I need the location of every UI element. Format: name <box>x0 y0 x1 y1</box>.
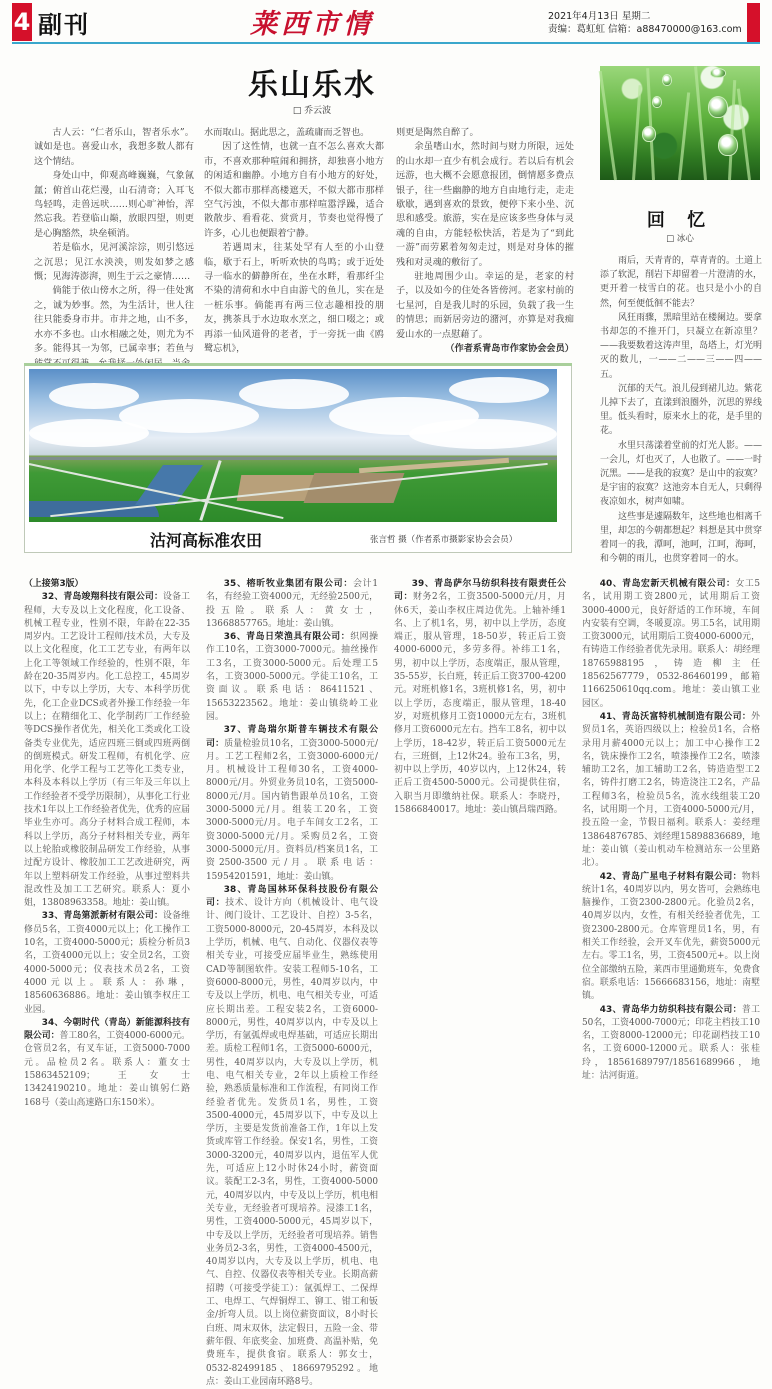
job-listing <box>24 591 190 910</box>
paragraph: 风狂雨骤，黑暗里站在楼阑边。要拿书却怎的不推开门，只凝立在新凉里？——我要数着这涛声里，岛塔上，灯光明灭的数儿，一——二——三——四——五。 <box>600 312 763 380</box>
listing-body: 会计1名，有经验工资4000元，无经验2500元，投五险。联系人：黄女士，13668857765。地址：姜山镇。 <box>206 579 378 629</box>
section-title: 副刊 <box>38 11 90 39</box>
paragraph: 则更是陶然自醉了。 <box>396 127 479 138</box>
job-listing <box>582 578 760 711</box>
paragraph: 水而取山。据此思之，盖疏庸而乏智也。 <box>204 127 370 138</box>
listing-body: 物料统计1名，40周岁以内，男女皆可，会熟练电脑操作，工资2300-2800元。化验员2名，40周岁以内，女性，有相关经验者优先，工资2300-2800元。仓库管理员1名，男，有相关工作经验，会开叉车优先，薪资5000元左右。零工1名，男，工资4500元+。以上岗位全部缴纳五险，莱西市里通勤班车，免费食宿。联系电话：15666683156，地址：南墅镇。 <box>582 871 760 1002</box>
article-sidebar-column <box>600 254 763 565</box>
company-name: 33、青岛第派新材有限公司： <box>41 911 164 922</box>
header-rule <box>12 42 760 44</box>
farmland-panorama-photo <box>29 369 557 522</box>
company-name: 35、榕昕牧业集团有限公司： <box>223 579 353 589</box>
job-listing <box>582 871 760 1004</box>
paragraph: 若遇周末，往某处罕有人至的小山登临，歇于石上，听听欢快的鸟鸣；或于近处寻一临水的僻静所在，坐在水畔，看那纤尘不染的清荷和水中自由游弋的鱼儿，实在是一桩乐事。倘能再有两三位志趣相投的朋友，携茶具于水边取水烹之，细口啜之；或再添一仙风道骨的老者，于一旁抚一曲《鸥鹭忘机》， <box>204 242 384 355</box>
paragraph: 这些事是遽隔数年，这些地也相离千里，却怎的今朝都想起？料想是其中贯穿着同一的我，潭呵，池呵，江呵，海呵，和今朝的雨儿，也贯穿着同一的水。 <box>600 511 763 565</box>
paragraph: 古人云：“仁者乐山，智者乐水”。诚如是也。喜爱山水，我想多数人都有这个情结。 <box>34 127 194 167</box>
photo-credit: 张言哲 摄（作者系市摄影家协会会员） <box>370 535 518 545</box>
listing-body: 设备工程师，大专及以上文化程度，化工设备、机械工程专业，性别不限，年龄在22-35周岁内。工艺设计工程师/技术员，大专及以上文化程度，化工工艺专业，有两年以上化工等领域工作经验的，性别不限，年龄在20-35周岁内。化工总控工，45周岁以下，中专以上学历，大专、本科学历优先，化工企业DCS或者外操工作经验一年以上；在精细化工、化学制药厂工作经验等DCS操作者优先，相关化工类或化工设备类专业优先，适应四班三倒或四班两倒的倒班模式。研发工程师，有机化学、应用化学、化学工程与工艺等化工类专业，本科及本科以上学历（有三年及三年以上工作经验者不受学历限制），从事化工行业技术1年以上工作经验者优先，优秀的应届毕业生亦可。高分子材料合成工程师，本科以上学历，高分子材料相关专业，两年以上轮胎或橡胶制品研发工作经验，从事过配方设计、橡胶加工工艺改进研究，两年以上塑料研发工作经验，从事过塑料共混改性及加工工艺研究。联系人：夏小姐，13808963358。地址：姜山镇。 <box>24 592 191 909</box>
listing-body: 织网操作工10名，工资3000-7000元。抽丝操作工3名，工资3000-5000元。后处理工5名，工资3000-5000元。学徒工10名，工资面议。联系电话：86411521、15653223562。地址：姜山镇绕岭工业园。 <box>206 632 378 722</box>
issue-date: 2021年4月13日 星期二 <box>548 11 651 22</box>
continued-label: （上接第3版） <box>24 579 84 589</box>
paragraph: 水里只荡漾着堂前的灯光人影。——一会儿，灯也灭了，人也散了。——一时沉黑。——是我的寂寞？是山中的寂寞？是宇宙的寂寞？这池旁本自无人，只剩得夜凉如水，树声如啸。 <box>600 440 763 508</box>
company-name: 43、青岛华力纺织科技有限公司： <box>599 1004 742 1015</box>
page-number: 4 <box>12 3 32 41</box>
dateline <box>548 10 742 36</box>
photo-caption: 沽河高标准农田 <box>150 531 263 550</box>
listing-body: 财务2名，工资3500-5000元/月，月休6天，姜山李权庄周边优先。上轴补缍1名、上了机1名，男，初中以上学历，态度端正，服从管理，18-50岁，转正后工资4000-6000元，多劳多得。补纬工1名，男，初中以上学历，态度端正，服从管理，35-55岁，长白班，转正后工资3700-4200元。对班机修1名，3班机修1名，男，初中以上学历，态度端正，服从管理，18-40岁，对班机修月工资10000元左右，3班机修月工资6000元左右。挡车工8名，初中以上学历，18-42岁，转正后工资5000元左右，三班倒，上12休24。验布工3名，男，初中以上学历，40岁以内，上12休24，转正后工资4500-5000元。公司提供住宿，入职当月即缴纳社保。联系人：李晓丹，15866840017。地址：姜山镇昌瑞西路。 <box>394 592 567 816</box>
article-column-3 <box>396 126 574 355</box>
article-byline: □ 乔云波 <box>292 106 332 116</box>
article-column-1 <box>34 126 194 355</box>
company-name: 34、今朝时代（青岛）新能源科技有限公司： <box>24 1017 190 1042</box>
paragraph: 余虽嗜山水，然时间与财力所限，远处的山水却一直少有机会成行。若以后有机会远游，也大概不会愿意报团，倒情愿多费点银子，往一些幽静的地方自由地行走，走走歇歇，遇到喜欢的景致，便停下来小坐、沉思和感受。旅游，实在是应该多些身体与灵魂的自由，方能轻松快活，若是为了“到此一游”而劳累着匆匆走过，则是对身体的摧残和对灵魂的敷衍了。 <box>396 141 574 268</box>
continued-note <box>24 578 190 591</box>
listing-body: 设备维修员5名，工资4000元以上；化工操作工10名，工资4000-5000元；质检分析员3名，工资4000元以上；安全员2名，工资4000-5000元；仪表技术员2名，工资4000元以上。联系人：孙琳，18560636886。地址：姜山镇李权庄工业园。 <box>24 911 191 1015</box>
company-name: 41、青岛沃富特机械制造有限公司： <box>599 711 752 722</box>
job-listing <box>206 724 378 884</box>
dewdrop-grass-photo <box>600 66 760 180</box>
listing-body: 普工80名，工资4000-6000元。仓管员2名，有叉车证，工资5000-7000元。品检员2名。联系人：董女士15863452109；王女士13424190210。地址：姜山镇躬仁路168号（姜山高速路口东150米）。 <box>24 1031 191 1108</box>
job-listing <box>582 1004 760 1084</box>
company-name: 42、青岛广星电子材料有限公司： <box>599 871 742 882</box>
paragraph: 驻地周围少山。幸运的是，老家的村子，以及如今的住处各皆傍河。老家村前的七星河，自是我儿时的乐园，负载了我一生的情思；而新居旁边的潴河，亦算是对我痴爱山水的一点慰藉了。 <box>396 271 574 340</box>
job-listing <box>206 578 378 631</box>
classified-column-3 <box>394 578 566 1102</box>
classified-column-2 <box>206 578 379 1387</box>
company-name: 36、青岛日荣渔具有限公司： <box>223 632 351 643</box>
article-byline: □ 冰心 <box>666 234 694 244</box>
job-listing <box>206 884 378 1389</box>
masthead-logo: 莱西市情 <box>250 9 374 40</box>
company-name: 37、青岛瑞尔斯普车辆技术有限公司： <box>206 725 378 749</box>
company-name: 40、青岛宏新天机械有限公司： <box>599 579 736 589</box>
article-title: 乐山乐水 <box>248 68 376 103</box>
listing-body: 技术、设计方向（机械设计、电气设计、阀门设计、工艺设计、自控）3-5名，工资5000-8000元，20-45周岁，本科及以上学历，机械、电气、自动化、仪器仪表等相关专业，可接受应届毕业生，熟练使用CAD等制图软件。安装工程师5-10名，工资6000-8000元，男性，40周岁以内，中专及以上学历，机电、电气相关专业，可适应长期出差。工程安装2名，工资6000-8000元，男性，40周岁以内，中专及以上学历，有氩弧焊或电焊基础，可适应长期出差。质检工程师1名，工资5000-6000元，男性，40周岁以内，大专及以上学历，机电、电气相关专业，2年以上质检工作经验，熟悉质量标准和工作流程，有同岗工作经验者优先。发货员1名，男性，工资3500-4000元，45周岁以下，中专及以上学历，主要是发货前准备工作，1年以上发货或库管工作经验。保安1名，男性，工资3000-3200元，40周岁以内，退伍军人优先，可适应上12小时休24小时，薪资面议。装配工2-3名，男性，工资4000-5000元，40周岁以内，中专及以上学历，机电相关专业，无经验者可现培养。浸漆工1名，男性，工资4000-5000元，45周岁以下，中专及以上学历，无经验者可现培养。销售业务员2-3名，男性，工资4000-4500元，40周岁以内，大专及以上学历，机电、电气、自控、仪器仪表等相关专业。长期高薪招聘（可接受学徒工）：氩弧焊工、二保焊工、电焊工、气焊铜焊工、铆工、钳工和钣金/折弯人员。以上岗位薪资面议，8小时长白班、周末双休，法定假日，五险一金、带薪年假、年底奖金、加班费、高温补贴，免费班车，提供食宿。联系人：郭女士，0532-82499185、18669795292。地点：姜山工业园南环路8号。 <box>206 898 379 1387</box>
listing-body: 外贸员1名，英语四级以上；检验员1名，合格录用月薪4000元以上；加工中心操作工2名，铣床操作工2名，喷漆操作工2名，喷漆辅助工2名，加工辅助工2名，铸造造型工2名，铸件打磨工2名，铸造浇注工2名，产品工程师3名，检验员5名，流水线组装工20名，试用期一个月，工资4000-5000元/月，投五险一金，节假日福利。联系人：姜经理13864876785、刘经理15898836689，地址：姜山镇（姜山机动车检测站东一公里路北）。 <box>582 711 760 869</box>
paragraph: 雨后，天青青的，草青青的。土道上添了软泥，削岩下却留着一片澄清的水，更开着一枝雪白的花。也只是小小的自然，何至便低徊不能去？ <box>600 256 763 309</box>
paragraph: 若是临水，见河溪淙淙，则引悠远之沉思；见江水泱泱，则发如梦之感慨；见海涛澎湃，则生于云之豪情…… <box>34 242 194 283</box>
job-listing <box>394 578 566 817</box>
company-name: 32、青岛竣翔科技有限公司： <box>41 592 164 603</box>
job-listing <box>206 631 378 724</box>
article-column-2 <box>204 126 384 355</box>
classified-column-1 <box>24 578 191 1108</box>
paragraph: 因了这性情，也就一直不怎么喜欢大都市，不喜欢那种喧闹和拥挤，却独喜小地方的闲适和幽静。小地方自有小地方的好处，不似大都市那样高楼遮天，不似大都市那样空气污浊，不似大都市那样喧嚣浮躁，适合散散步、看看花、赏赏月，节奏也觉得慢了许多，心儿也便跟着宁静。 <box>204 141 384 239</box>
editor-contact: 责编：葛虹虹 信箱：a88470000@163.com <box>548 24 742 35</box>
listing-body: 女工5名，试用期工资2800元，试用期后工资3000-4000元，良好舒适的工作环境，车间内安装有空调，冬暖夏凉。男工5名，试用期工资3000元，试用期后工资4000-6000元，有铸造工作经验者优先录用。联系人：胡经理18765988195，铸造柳主任18562567779，0532-86460199，邮箱1166250610qq.com。地址：姜山镇工业园区。 <box>582 579 760 709</box>
paragraph: 倘能于依山傍水之所，得一佳处寓之，诚为妙事。然，为生活计，世人往往只能委身市井。市井之地，山不多，水亦不多也。山水相融之处，则尤为不多。能得其一为邻，已属幸事；若鱼与 <box>34 285 194 355</box>
job-listing <box>582 711 760 871</box>
company-name: 38、青岛国林环保科技股份有限公司： <box>206 884 378 909</box>
listing-body: 质量检验员10名，工资3000-5000元/月。工艺工程师2名，工资3000-6000元/月。机械设计工程师30名，工资4000-8000元/月。外贸业务员10名，工资5000-8000元/月。国内销售跟单员10名，工资3000-5000元/月。组装工20名，工资3000-5000元/月。电子车间女工2名，工资3000-5000元/月。采购员2名，工资3000-5000元/月。资料员/档案员1名，工资2500-3500元/月。联系电话：15954201591，地址：姜山镇。 <box>206 738 378 882</box>
author-note: （作者系青岛市作家协会会员） <box>445 343 574 355</box>
paragraph: 沉郁的天气。浪儿侵到裙儿边。紫花儿掉下去了，直漾到浪圈外，沉思的界线里。低头看时，原来水上的花，是手里的花。 <box>600 383 763 437</box>
paragraph: 身处山中，仰观高峰巍巍，气象氤氲；俯首山花烂漫，山石清奇；入耳飞鸟轻鸣，走兽远吠……则心旷神怡，浑然忘我。若登临山巅，放眼四望，则更是心胸豁然，块垒顿消。 <box>34 170 194 239</box>
header-accent-bar <box>747 3 760 43</box>
article-title: 回 忆 <box>646 210 714 231</box>
classified-column-4 <box>582 578 760 1102</box>
job-listing <box>24 910 190 1016</box>
company-name: 39、青岛萨尔马纺织科技有限责任公司： <box>394 579 566 603</box>
photo-top-rule <box>24 363 572 366</box>
job-listing <box>24 1017 190 1110</box>
listing-body: 普工50名，工资4000-7000元；印花主档技工10名，工资8000-12000元；印花副档技工10名，工资6000-12000元。联系人：张桂玲，18561689797/18561689966，地址：沽河街道。 <box>582 1004 760 1081</box>
